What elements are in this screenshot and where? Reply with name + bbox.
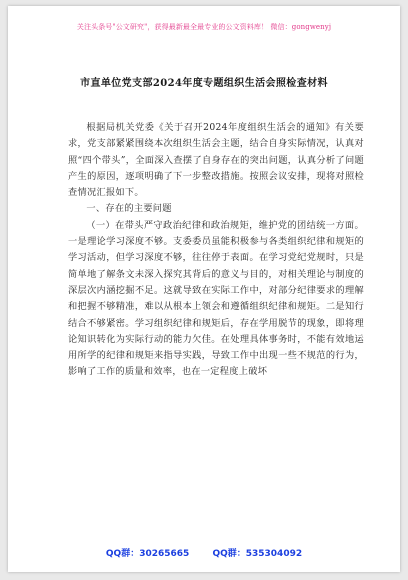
footer-qq-group-2: QQ群：535304092	[212, 549, 303, 559]
footer-qq-groups	[8, 546, 400, 559]
document-title: 市直单位党支部2024年度专题组织生活会照检查材料	[80, 78, 328, 89]
document-page	[8, 6, 400, 572]
header-promo-note: 关注头条号"公文研究"，获得最新最全最专业的公文资料库！ 微信：gongwenyj	[76, 23, 332, 31]
footer-qq-group-1: QQ群：30265665	[105, 549, 190, 559]
section-heading: 一、存在的主要问题	[86, 203, 172, 215]
point-one-paragraph: （一）在带头严守政治纪律和政治规矩，维护党的团结统一方面。一是理论学习深度不够。支委委员虽能积极参与各类组织纪律和规矩的学习活动，但学习深度不够，往往停于表面。在学习党纪党规时，只是简单地了解条文未深入探究其背后的意义与目的，对相关理论与制度的深层次内涵挖掘不足。这就导致在实际工作中，对部分纪律要求的理解和把握不够精准，难以从根本上领会和遵循组织纪律和规矩。二是知行结合不够紧密。学习组织纪律和规矩后，存在学用脱节的现象，即将理论知识转化为实际行动的能力欠佳。在处理具体事务时，不能有效地运用所学的纪律和规矩来指导实践，导致工作中出现一些不规范的行为，影响了工作的质量和效率，也在一定程度上破坏	[68, 219, 364, 378]
document-body	[68, 120, 364, 381]
intro-paragraph: 根据局机关党委《关于召开2024年度组织生活会的通知》有关要求，党支部紧紧围绕本次组织生活会主题，结合自身实际情况，认真对照“四个带头”，全面深入查摆了自身存在的突出问题，认真分析了问题产生的原因，逐项明确了下一步整改措施。按照会议安排，现将对照检查情况汇报如下。	[68, 122, 364, 199]
